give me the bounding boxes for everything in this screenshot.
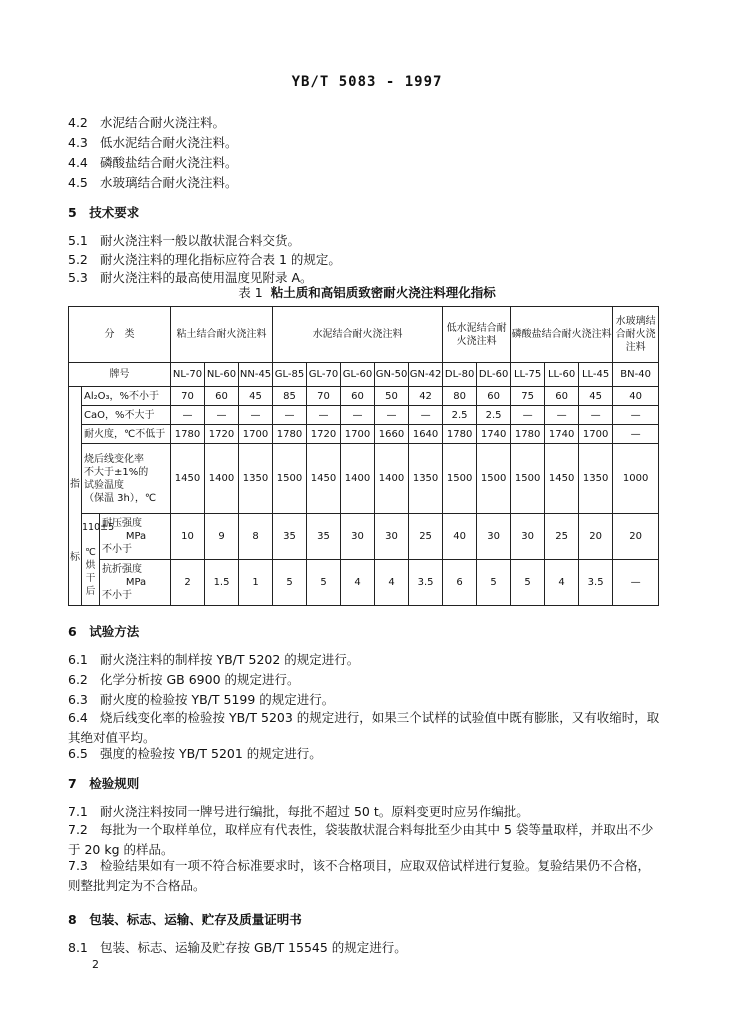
clause-5-3: 5.3 耐火浇注料的最高使用温度见附录 A。	[68, 270, 313, 285]
grade-cell: DL-80	[443, 363, 477, 387]
value-cell: —	[409, 406, 443, 425]
value-cell: —	[239, 406, 273, 425]
value-cell: 1350	[239, 444, 273, 514]
value-cell: 60	[205, 387, 239, 406]
water-glass-header: 水玻璃结合耐火浇注料	[613, 307, 659, 363]
value-cell: 70	[307, 387, 341, 406]
value-cell: 1500	[273, 444, 307, 514]
section-5-title: 5 技术要求	[68, 205, 140, 220]
value-cell: 4	[341, 560, 375, 606]
value-cell: —	[171, 406, 205, 425]
grade-cell: GL-85	[273, 363, 307, 387]
value-cell: 5	[307, 560, 341, 606]
page-number: 2	[92, 958, 99, 971]
value-cell: 1700	[341, 425, 375, 444]
grade-row	[69, 363, 659, 387]
clause-5-1: 5.1 耐火浇注料一般以散状混合料交货。	[68, 233, 301, 248]
value-cell: 2.5	[477, 406, 511, 425]
value-cell: 5	[273, 560, 307, 606]
clause-4-3: 4.3 低水泥结合耐火浇注料。	[68, 135, 238, 150]
value-cell: 3.5	[409, 560, 443, 606]
table-header-row	[69, 307, 659, 363]
value-cell: 1500	[443, 444, 477, 514]
clause-6-1: 6.1 耐火浇注料的制样按 YB/T 5202 的规定进行。	[68, 652, 360, 667]
value-cell: 42	[409, 387, 443, 406]
row-label: 抗折强度 MPa 不小于	[100, 560, 171, 606]
value-cell: —	[307, 406, 341, 425]
value-cell: 10	[171, 514, 205, 560]
clause-6-4: 6.4 烧后线变化率的检验按 YB/T 5203 的规定进行，如果三个试样的试验值中既有膨胀，又有收缩时，取其绝对值平均。	[68, 710, 660, 745]
value-cell: 1	[239, 560, 273, 606]
value-cell: —	[613, 425, 659, 444]
value-cell: 1350	[579, 444, 613, 514]
value-cell: 1400	[375, 444, 409, 514]
drying-condition-label: 110±5 ℃ 烘 干 后	[82, 514, 100, 606]
low-cement-header: 低水泥结合耐火浇注料	[443, 307, 511, 363]
clause-7-2: 7.2 每批为一个取样单位，取样应有代表性，袋装散状混合料每批至少由其中 5 袋等量取样，并取出不少于 20 kg 的样品。	[68, 822, 654, 857]
value-cell: 30	[341, 514, 375, 560]
phosphate-header: 磷酸盐结合耐火浇注料	[511, 307, 613, 363]
value-cell: 5	[477, 560, 511, 606]
value-cell: 30	[511, 514, 545, 560]
value-cell: —	[579, 406, 613, 425]
value-cell: 1350	[409, 444, 443, 514]
clause-5-2: 5.2 耐火浇注料的理化指标应符合表 1 的规定。	[68, 252, 341, 267]
value-cell: 8	[239, 514, 273, 560]
value-cell: —	[545, 406, 579, 425]
value-cell: 1780	[171, 425, 205, 444]
grade-cell: NL-70	[171, 363, 205, 387]
value-cell: —	[341, 406, 375, 425]
standard-header: YB/T 5083 - 1997	[291, 74, 443, 90]
value-cell: 70	[171, 387, 205, 406]
value-cell: 20	[613, 514, 659, 560]
table-row	[69, 406, 659, 425]
row-label: 耐火度，℃不低于	[82, 425, 171, 444]
value-cell: 60	[341, 387, 375, 406]
row-label: 耐压强度 MPa 不小于	[100, 514, 171, 560]
value-cell: 25	[409, 514, 443, 560]
value-cell: 1720	[307, 425, 341, 444]
section-8-title: 8 包装、标志、运输、贮存及质量证明书	[68, 912, 302, 927]
clause-4-4: 4.4 磷酸盐结合耐火浇注料。	[68, 155, 238, 170]
value-cell: 40	[443, 514, 477, 560]
value-cell: 25	[545, 514, 579, 560]
table-1-caption: 表 1 粘土质和高铝质致密耐火浇注料理化指标	[238, 285, 496, 300]
value-cell: 1400	[341, 444, 375, 514]
indicator-label: 指 标	[69, 387, 82, 606]
value-cell: 4	[375, 560, 409, 606]
clause-4-5: 4.5 水玻璃结合耐火浇注料。	[68, 175, 238, 190]
grade-cell: GL-70	[307, 363, 341, 387]
value-cell: —	[205, 406, 239, 425]
value-cell: 1500	[477, 444, 511, 514]
grade-cell: GN-42	[409, 363, 443, 387]
clause-8-1: 8.1 包装、标志、运输及贮存按 GB/T 15545 的规定进行。	[68, 940, 407, 955]
category-header: 分 类	[69, 307, 171, 363]
grade-cell: GL-60	[341, 363, 375, 387]
value-cell: 6	[443, 560, 477, 606]
value-cell: 1450	[307, 444, 341, 514]
value-cell: 45	[579, 387, 613, 406]
value-cell: 35	[273, 514, 307, 560]
value-cell: 40	[613, 387, 659, 406]
grade-cell: DL-60	[477, 363, 511, 387]
value-cell: 2.5	[443, 406, 477, 425]
value-cell: 1740	[477, 425, 511, 444]
value-cell: 9	[205, 514, 239, 560]
value-cell: 3.5	[579, 560, 613, 606]
value-cell: 85	[273, 387, 307, 406]
value-cell: 1700	[239, 425, 273, 444]
value-cell: 1400	[205, 444, 239, 514]
row-label: CaO，%不大于	[82, 406, 171, 425]
value-cell: 5	[511, 560, 545, 606]
grade-cell: NN-45	[239, 363, 273, 387]
grade-cell: GN-50	[375, 363, 409, 387]
grade-cell: LL-75	[511, 363, 545, 387]
row-label: 烧后线变化率 不大于±1%的 试验温度 （保温 3h），℃	[82, 444, 171, 514]
clause-7-1: 7.1 耐火浇注料按同一牌号进行编批，每批不超过 50 t。原料变更时应另作编批。	[68, 804, 529, 819]
clause-6-5: 6.5 强度的检验按 YB/T 5201 的规定进行。	[68, 746, 322, 761]
value-cell: 60	[477, 387, 511, 406]
value-cell: 1660	[375, 425, 409, 444]
value-cell: 1450	[171, 444, 205, 514]
grade-cell: BN-40	[613, 363, 659, 387]
value-cell: 1000	[613, 444, 659, 514]
value-cell: —	[375, 406, 409, 425]
value-cell: 20	[579, 514, 613, 560]
table-row	[69, 560, 659, 606]
section-6-title: 6 试验方法	[68, 624, 140, 639]
value-cell: 1780	[273, 425, 307, 444]
row-label: Al₂O₃，%不小于	[82, 387, 171, 406]
clause-6-2: 6.2 化学分析按 GB 6900 的规定进行。	[68, 672, 300, 687]
cement-bonded-header: 水泥结合耐火浇注料	[273, 307, 443, 363]
clause-6-3: 6.3 耐火度的检验按 YB/T 5199 的规定进行。	[68, 692, 335, 707]
value-cell: —	[511, 406, 545, 425]
value-cell: 35	[307, 514, 341, 560]
value-cell: 4	[545, 560, 579, 606]
value-cell: 50	[375, 387, 409, 406]
value-cell: 60	[545, 387, 579, 406]
value-cell: 1.5	[205, 560, 239, 606]
value-cell: 1720	[205, 425, 239, 444]
table-row	[69, 387, 659, 406]
value-cell: 1780	[443, 425, 477, 444]
value-cell: 1450	[545, 444, 579, 514]
value-cell: —	[613, 560, 659, 606]
table-row	[69, 444, 659, 514]
value-cell: 1500	[511, 444, 545, 514]
value-cell: 75	[511, 387, 545, 406]
value-cell: 45	[239, 387, 273, 406]
table-1	[68, 306, 659, 606]
table-row	[69, 514, 659, 560]
value-cell: 1700	[579, 425, 613, 444]
clause-7-3: 7.3 检验结果如有一项不符合标准要求时，该不合格项目，应取双倍试样进行复验。复验结果仍不合格，则整批判定为不合格品。	[68, 858, 651, 893]
grade-label: 牌号	[69, 363, 171, 387]
value-cell: 1640	[409, 425, 443, 444]
value-cell: —	[613, 406, 659, 425]
value-cell: 30	[375, 514, 409, 560]
clay-bonded-header: 粘土结合耐火浇注料	[171, 307, 273, 363]
section-7-title: 7 检验规则	[68, 776, 140, 791]
value-cell: 1740	[545, 425, 579, 444]
clause-4-2: 4.2 水泥结合耐火浇注料。	[68, 115, 226, 130]
value-cell: 30	[477, 514, 511, 560]
value-cell: 1780	[511, 425, 545, 444]
value-cell: —	[273, 406, 307, 425]
grade-cell: LL-60	[545, 363, 579, 387]
grade-cell: LL-45	[579, 363, 613, 387]
table-row	[69, 425, 659, 444]
grade-cell: NL-60	[205, 363, 239, 387]
value-cell: 2	[171, 560, 205, 606]
value-cell: 80	[443, 387, 477, 406]
